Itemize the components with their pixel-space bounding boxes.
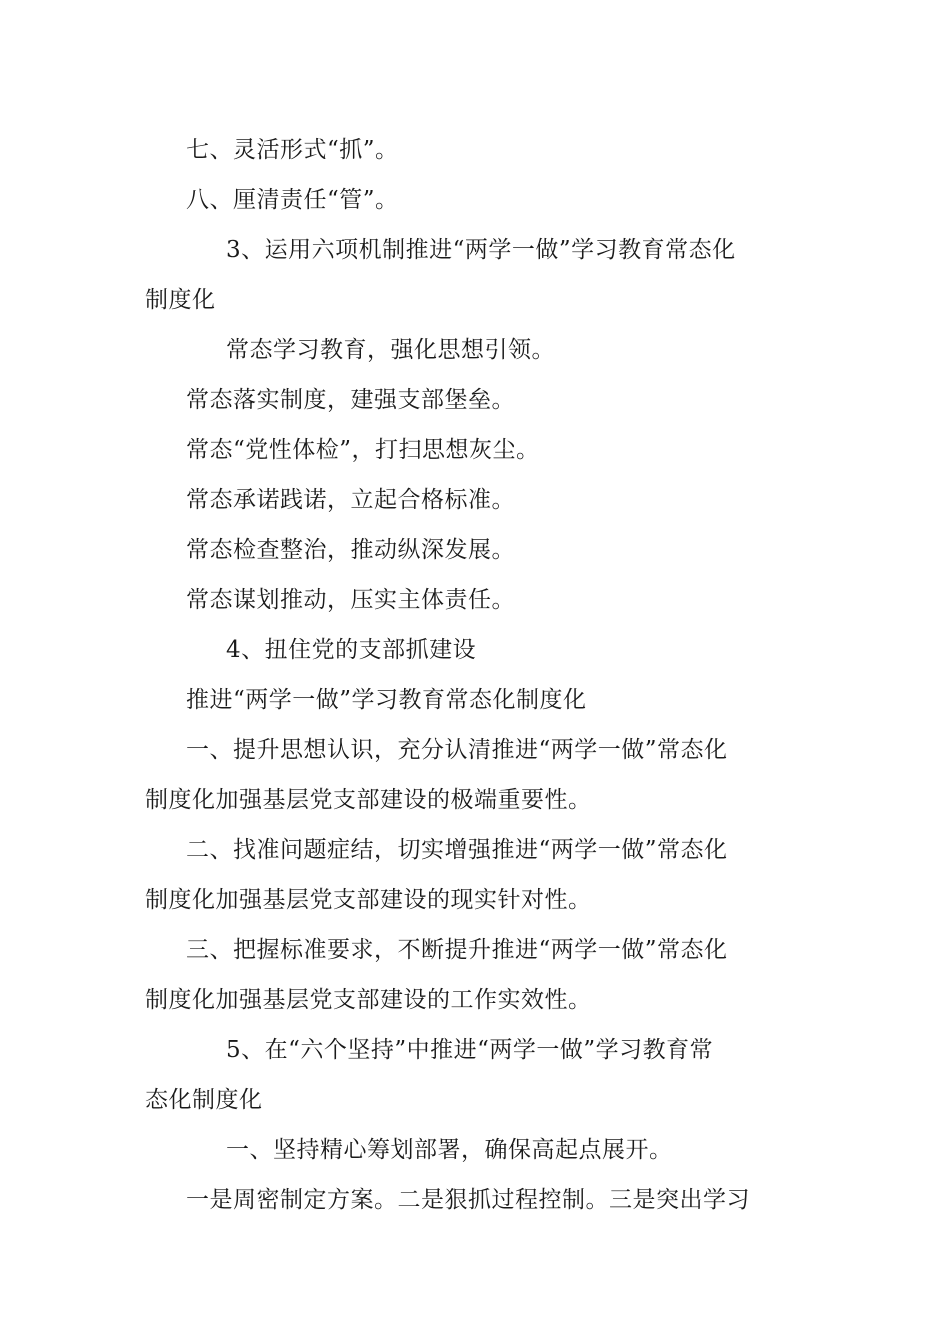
text-line: 常态承诺践诺，立起合格标准。: [186, 487, 515, 513]
text-line: 常态检查整治，推动纵深发展。: [186, 537, 515, 563]
text-line: 一、坚持精心筹划部署，确保高起点展开。: [226, 1137, 673, 1163]
text-line: 制度化加强基层党支部建设的工作实效性。: [145, 987, 592, 1013]
text-line: 二、找准问题症结，切实增强推进“两学一做”常态化: [186, 837, 728, 863]
text-line: 八、厘清责任“管”。: [186, 187, 399, 213]
text-line: 七、灵活形式“抓”。: [186, 137, 399, 163]
text-line: 常态“党性体检”，打扫思想灰尘。: [186, 437, 540, 463]
section-heading: 4、扭住党的支部抓建设: [226, 637, 477, 663]
text-line: 一、提升思想认识，充分认清推进“两学一做”常态化: [186, 737, 728, 763]
text-line: 常态落实制度，建强支部堡垒。: [186, 387, 515, 413]
text-line: 三、把握标准要求，不断提升推进“两学一做”常态化: [186, 937, 728, 963]
text-line: 推进“两学一做”学习教育常态化制度化: [186, 687, 587, 713]
text-line: 制度化: [145, 287, 216, 313]
text-line: 一是周密制定方案。二是狠抓过程控制。三是突出学习: [186, 1187, 750, 1213]
text-line: 常态谋划推动，压实主体责任。: [186, 587, 515, 613]
text-line: 制度化加强基层党支部建设的现实针对性。: [145, 887, 592, 913]
text-line: 态化制度化: [145, 1087, 263, 1113]
section-heading: 3、运用六项机制推进“两学一做”学习教育常态化: [226, 237, 736, 263]
text-line: 常态学习教育，强化思想引领。: [226, 337, 555, 363]
section-heading: 5、在“六个坚持”中推进“两学一做”学习教育常: [226, 1037, 714, 1063]
text-line: 制度化加强基层党支部建设的极端重要性。: [145, 787, 592, 813]
